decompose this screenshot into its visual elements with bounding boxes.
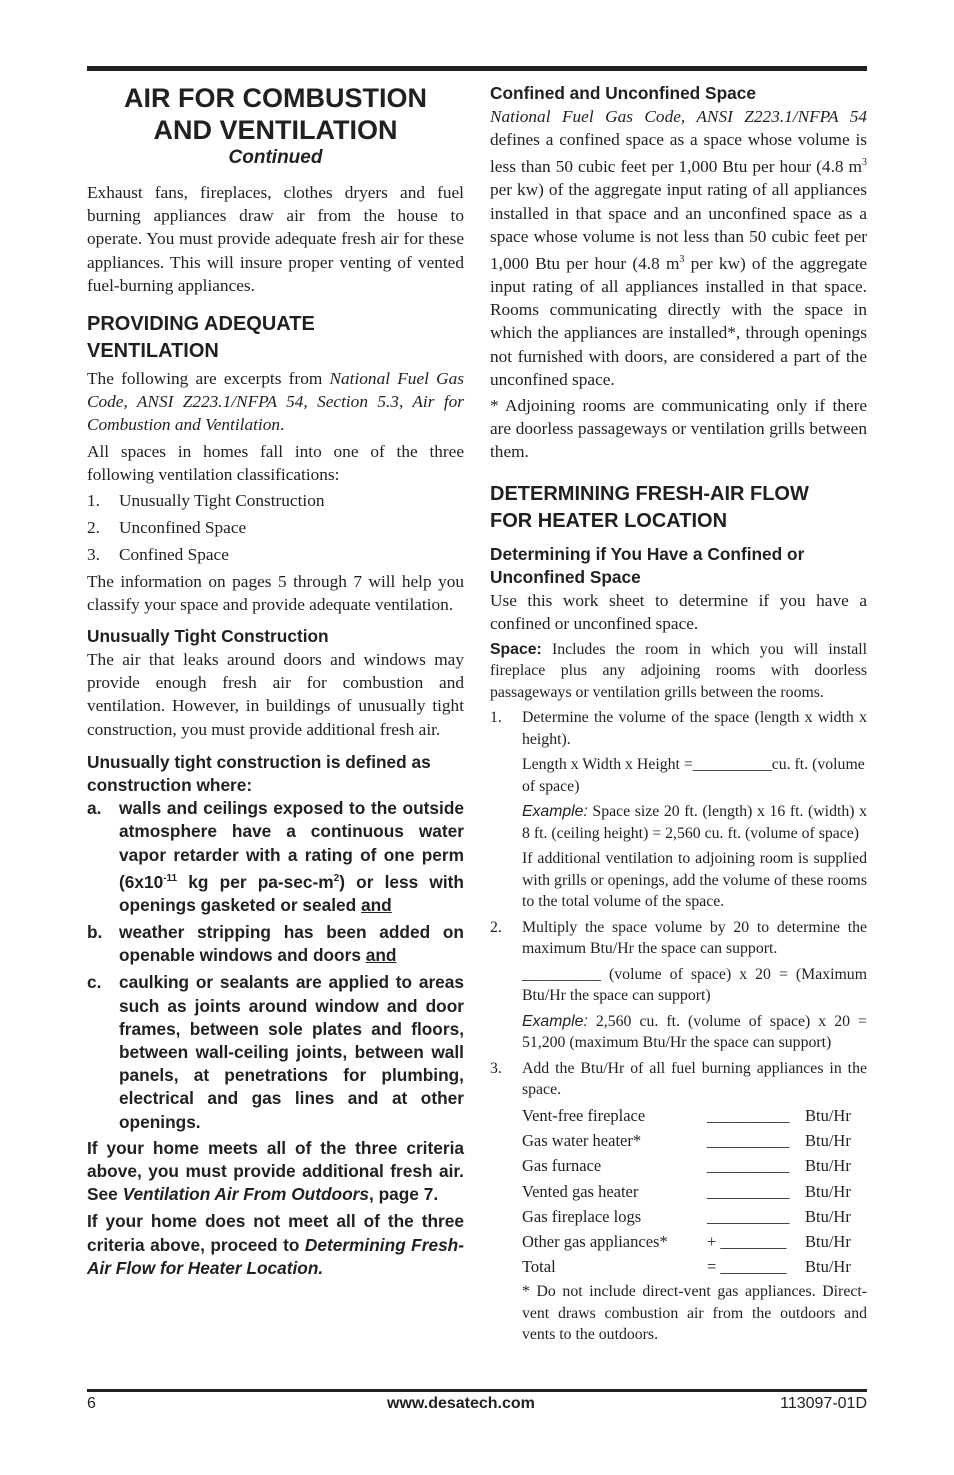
page-title: AIR FOR COMBUSTION AND VENTILATION xyxy=(124,83,427,145)
list-item: 2. Unconfined Space xyxy=(87,518,247,538)
info-paragraph: The information on pages 5 through 7 will help you classify your space and provide adequate ventilation. xyxy=(87,571,464,614)
criterion-b: b. weather stripping has been added on openable windows and doors and xyxy=(87,922,464,966)
appliance-row-total: Total = ________ Btu/Hr xyxy=(522,1257,851,1277)
appliance-table xyxy=(490,1103,867,1279)
step-2-example: Example: 2,560 cu. ft. (volume of space) x 20 = 51,200 (maximum Btu/Hr the space can support) xyxy=(522,1012,867,1052)
step-1-additional: If additional ventilation to adjoining room is supplied with grills or openings, add the volume of these rooms to the total volume of the space. xyxy=(522,850,867,911)
step-1: 1. Determine the volume of the space (length x width x height). xyxy=(490,709,867,748)
confined-heading: Confined and Unconfined Space xyxy=(490,83,756,103)
appliance-row: Vent-free fireplace __________ Btu/Hr xyxy=(522,1105,851,1125)
appliance-row: Other gas appliances* + ________ Btu/Hr xyxy=(522,1232,851,1251)
classification-paragraph: All spaces in homes fall into one of the three following ventilation classifications: xyxy=(87,441,464,484)
adjoining-note: * Adjoining rooms are communicating only if there are doorless passageways or ventilation grills between them. xyxy=(490,395,867,462)
not-meet-criteria-note: If your home does not meet all of the three criteria above, proceed to Determining Fresh-Air Flow for Heater Location. xyxy=(87,1211,464,1278)
continued-label: Continued xyxy=(228,147,323,168)
space-definition: Space: Includes the room in which you will install fireplace plus any adjoining rooms with doorless passageways or ventilation grills between the rooms. xyxy=(490,640,867,701)
tight-heading: Unusually Tight Construction xyxy=(87,626,329,647)
excerpt-paragraph: The following are excerpts from National Fuel Gas Code, ANSI Z223.1/NFPA 54, Section 5.3, Air for Combustion and Ventilation. xyxy=(87,369,464,435)
tight-paragraph: The air that leaks around doors and windows may provide enough fresh air for combustion and ventilation. However, in buildings of unusually tight construction, you must provide additional fresh air. xyxy=(87,650,464,739)
step-3: 3. Add the Btu/Hr of all fuel burning appliances in the space. xyxy=(490,1059,867,1099)
appliance-row: Vented gas heater __________ Btu/Hr xyxy=(522,1181,851,1201)
providing-heading: PROVIDING ADEQUATE VENTILATION xyxy=(87,313,315,363)
list-item: 1. Unusually Tight Construction xyxy=(87,491,325,511)
appliance-row: Gas furnace __________ Btu/Hr xyxy=(522,1156,851,1176)
website-link[interactable]: www.desatech.com xyxy=(387,1395,535,1412)
step-1-example: Example: Space size 20 ft. (length) x 16 ft. (width) x 8 ft. (ceiling height) = 2,560 cu. ft. (volume of space) xyxy=(522,803,867,842)
meets-criteria-note: If your home meets all of the three criteria above, you must provide additional fresh air. See Ventilation Air From Outdoors, page 7. xyxy=(87,1137,464,1205)
appliance-row: Gas water heater* __________ Btu/Hr xyxy=(522,1131,851,1151)
step-2: 2. Multiply the space volume by 20 to determine the maximum Btu/Hr the space can support. xyxy=(490,918,867,958)
step-2-formula: __________ (volume of space) x 20 = (Maximum Btu/Hr the space can support) xyxy=(522,965,867,1005)
direct-vent-footnote: * Do not include direct-vent gas appliances. Direct-vent draws combustion air from the outdoors and vents to the outdoors. xyxy=(522,1283,867,1344)
document-number: 113097-01D xyxy=(780,1395,867,1412)
right-column xyxy=(490,80,867,1346)
criterion-a: a. walls and ceilings exposed to the outside atmosphere have a continuous water vapor retarder with a rating of one perm ($6x10^{-11}$ kg per $pa-\sec-m^2$) or less with openings gasketed or sealed and xyxy=(87,798,464,915)
page-number: 6 xyxy=(87,1395,96,1412)
appliance-row: Gas fireplace logs __________ Btu/Hr xyxy=(522,1206,851,1226)
determining-subheading: Determining if You Have a Confined or Unconfined Space xyxy=(490,543,805,587)
top-rule xyxy=(87,66,867,71)
step-1-formula: Length x Width x Height =__________cu. ft. (volume of space) xyxy=(522,756,865,795)
worksheet-intro: Use this work sheet to determine if you have a confined or unconfined space. xyxy=(490,590,867,633)
confined-definition: National Fuel Gas Code, ANSI Z223.1/NFPA 54 defines a confined space as a space whose volume is less than 50 cubic feet per 1,000 Btu per hour (4.8 $m^3$ per kw) of the aggregate input rating of all appliances installed in that space and an unconfined space as a space whose volume is not less than 50 cubic feet per 1,000 Btu per hour (4.8 $m^3$ per kw) of the aggregate input rating of all appliances installed in that space. Rooms communicating directly with the space in which the appliances are installed*, through openings not furnished with doors, are considered a part of the unconfined space. xyxy=(490,107,867,389)
bottom-rule xyxy=(87,1389,867,1392)
list-item: 3. Confined Space xyxy=(87,545,229,565)
intro-paragraph: Exhaust fans, fireplaces, clothes dryers and fuel burning appliances draw air from the house to operate. You must provide adequate fresh air for these appliances. This will insure proper venting of vented fuel-burning appliances. xyxy=(87,183,464,295)
left-column xyxy=(87,80,464,1280)
tight-defined: Unusually tight construction is defined as construction where: xyxy=(87,751,431,796)
criterion-c: c. caulking or sealants are applied to areas such as joints around window and door frames, between sole plates and floors, between wall-ceiling joints, between wall panels, at penetrations for plumbing, electrical and gas lines and at other openings. xyxy=(87,972,464,1132)
determining-heading: DETERMINING FRESH-AIR FLOW FOR HEATER LOCATION xyxy=(490,482,809,532)
